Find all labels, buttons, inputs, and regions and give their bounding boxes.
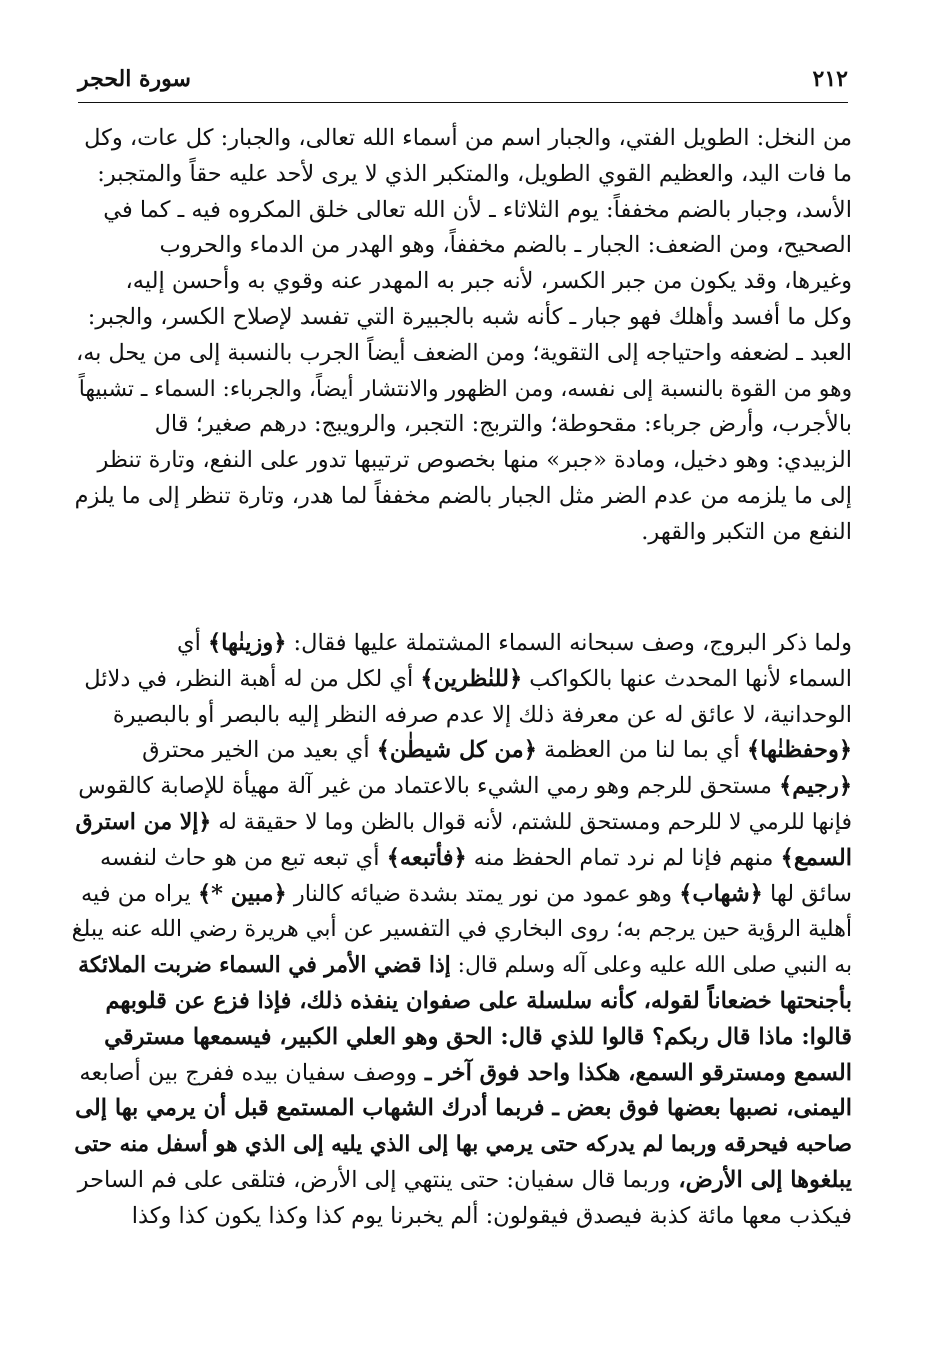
bold-text-run: ﴿للنٰظرين﴾ xyxy=(420,665,523,692)
bold-text-run: يبلغوها إلى الأرض، xyxy=(670,1166,852,1193)
bold-text-run: ﴿فأتبعه﴾ xyxy=(386,844,467,871)
text-line: الصحيح، ومن الضعف: الجبار ـ بالضم مخففاً، وهو الهدر من الدماء والحروب xyxy=(159,232,852,259)
text-line xyxy=(72,805,852,841)
text-run: أي xyxy=(176,630,208,656)
text-line xyxy=(72,662,852,698)
text-line: من النخل: الطويل الفتي، والجبار اسم من أسماء الله تعالى، والجبار: كل عات، وكل xyxy=(84,125,852,151)
header-divider xyxy=(78,102,848,103)
text-line: إلى ما يلزمه من عدم الضر مثل الجبار بالضم مخففاً لما هدر، وتارة تنظر إلى ما يلزم xyxy=(74,482,852,509)
text-line xyxy=(72,626,852,662)
bold-text-run: ﴿شهاب﴾ xyxy=(679,880,763,907)
text-run: السماء لأنها المحدث عنها بالكواكب xyxy=(522,665,852,692)
text-line xyxy=(72,698,852,734)
text-run: أهلية الرؤية حين يرجم به؛ روى البخاري في التفسير عن أبي هريرة رضي الله عنه يبلغ xyxy=(71,916,852,943)
text-line: وغيرها، وقد يكون من جبر الكسر، لأنه جبر به المهدر عنه وقوي به وأحسن إليه، xyxy=(125,268,852,295)
text-run: وهو عمود من نور يمتد بشدة ضيائه كالنار xyxy=(286,880,680,907)
bold-text-run: اليمنى، xyxy=(778,1095,852,1122)
text-run: أي بعيد من الخير محترق xyxy=(142,737,377,764)
text-line: وكل ما أفسد وأهلك فهو جبار ـ كأنه شبه بالجبيرة التي تفسد لإصلاح الكسر، والجبر: xyxy=(87,303,852,330)
bold-text-run: قالوا: ماذا قال ربكم؟ قالوا للذي قال: الحق وهو العلي الكبير، فيسمعها مسترقي xyxy=(104,1023,852,1050)
bold-text-run: إذا قضي الأمر في السماء ضربت الملائكة xyxy=(78,953,451,979)
bold-text-run: ﴿من كل شيطٰن﴾ xyxy=(376,737,537,764)
text-run: فيكذب معها مائة كذبة فيصدق فيقولون: ألم يخبرنا يوم كذا وكذا يكون كذا وكذا xyxy=(131,1202,852,1229)
text-line xyxy=(72,948,852,984)
bold-text-run: السمع﴾ xyxy=(780,844,852,871)
bold-text-run: صاحبه فيحرقه وربما لم يدركه حتى يرمي بها إلى الذي يليه إلى الذي هو أسفل منه حتى xyxy=(74,1132,852,1158)
bold-text-run: السمع ومسترقو السمع، هكذا واحد فوق آخر ـ xyxy=(416,1059,852,1086)
text-run: وربما قال سفيان: حتى ينتهي إلى الأرض، فتلقى على فم الساحر xyxy=(77,1166,671,1193)
text-line: وهو من القوة بالنسبة إلى نفسه، ومن الظهور والانتشار أيضاً، والجرباء: السماء ـ تشبيهاً xyxy=(78,376,852,402)
text-line: بالأجرب، وأرض جرباء: مقحوطة؛ والتربج: التجبر، والرويبج: درهم صغير؛ قال xyxy=(154,411,852,438)
text-run: أي لكل من له أهبة النظر، في دلائل xyxy=(84,665,421,692)
bold-text-run: ﴿إلا من استرق xyxy=(75,808,212,835)
text-line xyxy=(72,1163,852,1199)
text-line xyxy=(72,733,852,769)
text-line xyxy=(72,877,852,913)
text-run: فإنها للرمي لا للرحم ومستحق للشتم، لأنه قوال بالظن وما لا حقيقة له xyxy=(211,809,852,835)
surah-title: سورة الحجر xyxy=(78,66,191,92)
bold-text-run: ﴿وزينٰها﴾ xyxy=(208,630,287,656)
text-line: ما فات اليد، والعظيم القوي الطويل، والمتكبر الذي لا يرى لأحد عليه حقاً والمتجبر: xyxy=(97,160,852,187)
bold-text-run: ﴿مبين *﴾ xyxy=(197,880,287,907)
text-line xyxy=(72,1056,852,1092)
paragraph-1 xyxy=(72,121,852,551)
bold-text-run: ﴿وحفظنٰها﴾ xyxy=(747,737,852,764)
text-run: يراه من فيه xyxy=(80,880,198,907)
text-line: الأسد، وجبار بالضم مخففاً: يوم الثلاثاء ـ لأن الله تعالى خلق المكروه فيه ـ كما في xyxy=(103,196,852,223)
text-run: سائق لها xyxy=(762,880,852,907)
bold-text-run: بأجنحتها خضعاناً لقوله، كأنه سلسلة على صفوان ينفذه ذلك، فإذا فزع عن قلوبهم xyxy=(105,987,852,1014)
text-line: العبد ـ لضعفه واحتياجه إلى التقوية؛ ومن الضعف أيضاً الجرب بالنسبة إلى من يحل به، xyxy=(76,339,852,366)
text-run: أي تبعه تبع من هو حاث لنفسه xyxy=(99,844,387,871)
text-line xyxy=(72,841,852,877)
text-line: النفع من التكبر والقهر. xyxy=(641,518,852,545)
text-run: به النبي صلى الله عليه وعلى آله وسلم قال: xyxy=(450,953,852,979)
text-line xyxy=(72,1091,852,1127)
text-line xyxy=(72,984,852,1020)
text-run: ووصف سفيان بيده ففرج بين أصابعه xyxy=(79,1059,417,1086)
text-line xyxy=(72,1127,852,1163)
text-run: الوحدانية، لا عائق له عن معرفة ذلك إلا عدم صرفه النظر إليه بالبصر أو بالبصيرة xyxy=(112,701,852,728)
text-line xyxy=(72,912,852,948)
paragraph-2 xyxy=(72,626,852,1235)
page-number: ٢١٢ xyxy=(812,66,848,92)
bold-text-run: نصبها بعضها فوق بعض ـ فربما أدرك الشهاب المستمع قبل أن يرمي بها إلى xyxy=(75,1095,779,1122)
text-run: منهم فإنا لم نرد تمام الحفظ منه xyxy=(466,844,781,871)
text-run: أي بما لنا من العظمة xyxy=(536,737,747,764)
text-run: مستحق للرجم وهو رمي الشيء بالاعتماد من غير آلة مهيأة للإصابة كالقوس xyxy=(78,773,780,800)
page-header xyxy=(78,62,848,98)
text-line: الزبيدي: وهو دخيل، ومادة «جبر» منها بخصوص ترتيبها تدور على النفع، وتارة تنظر xyxy=(97,447,852,474)
text-line xyxy=(72,1199,852,1235)
text-line xyxy=(72,769,852,805)
text-line xyxy=(72,1020,852,1056)
text-run: ولما ذكر البروج، وصف سبحانه السماء المشتملة عليها فقال: xyxy=(286,630,852,656)
bold-text-run: ﴿رجيم﴾ xyxy=(779,773,852,800)
